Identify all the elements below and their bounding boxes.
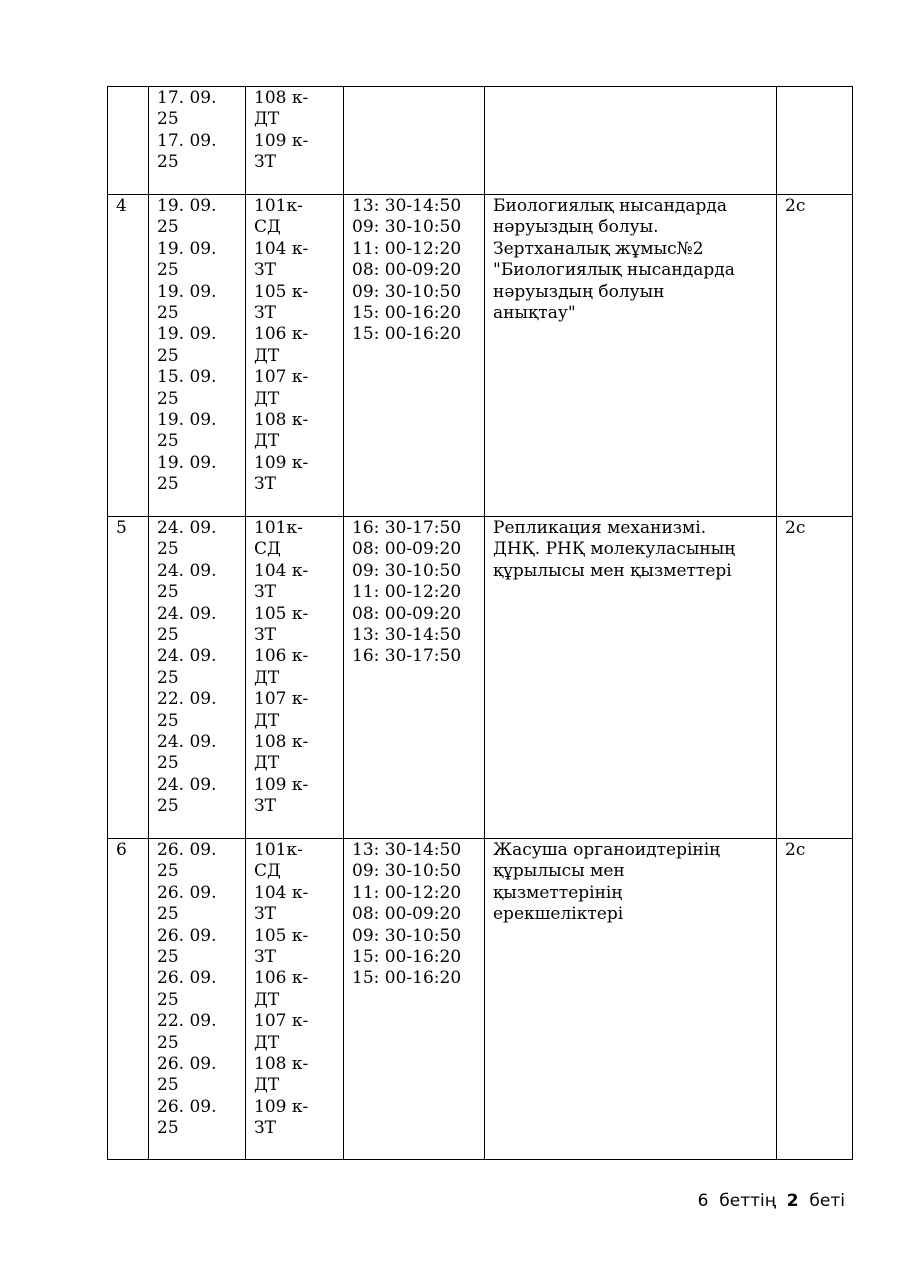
- time-cell: [344, 517, 485, 839]
- room-line: 109 к-: [254, 774, 309, 795]
- room-line: 105 к-: [254, 925, 309, 946]
- row-number-cell: [108, 517, 149, 839]
- hours-value: 2с: [785, 196, 806, 216]
- room-line: ДТ: [254, 345, 280, 366]
- schedule-table: [107, 86, 853, 1160]
- time-line: 16: 30-17:50: [352, 646, 462, 667]
- date-line: 24. 09.: [157, 560, 217, 581]
- room-line: ЗТ: [254, 260, 276, 281]
- date-line: 19. 09.: [157, 196, 217, 216]
- topic-cell: [485, 839, 777, 1160]
- time-line: 09: 30-10:50: [352, 281, 462, 302]
- time-line: 16: 30-17:50: [352, 518, 462, 538]
- date-line: 25: [157, 474, 179, 495]
- row-number: 6: [116, 840, 127, 860]
- date-line: 25: [157, 1118, 179, 1139]
- room-line: 101к-: [254, 840, 303, 860]
- date-line: 25: [157, 861, 179, 882]
- topic-line: ДНҚ. РНҚ молекуласының: [493, 539, 736, 560]
- date-line: 25: [157, 260, 179, 281]
- room-line: ДТ: [254, 1032, 280, 1053]
- date-line: 25: [157, 152, 179, 173]
- room-line: 109 к-: [254, 452, 309, 473]
- topic-line: Жасуша органоидтерінің: [493, 840, 721, 860]
- room-line: ЗТ: [254, 947, 276, 968]
- topic-line: Биологиялық нысандарда: [493, 196, 728, 216]
- date-line: 25: [157, 303, 179, 324]
- topic-line: нәруыздың болуын: [493, 281, 665, 302]
- date-line: 17. 09.: [157, 88, 217, 108]
- room-line: 104 к-: [254, 560, 309, 581]
- date-line: 24. 09.: [157, 646, 217, 667]
- room-line: ЗТ: [254, 474, 276, 495]
- date-line: 25: [157, 217, 179, 238]
- time-line: 08: 00-09:20: [352, 260, 462, 281]
- table-row: [108, 839, 853, 1160]
- room-line: ДТ: [254, 710, 280, 731]
- room-cell: [246, 195, 344, 517]
- date-line: 19. 09.: [157, 281, 217, 302]
- date-line: 17. 09.: [157, 130, 217, 151]
- room-line: ДТ: [254, 667, 280, 688]
- room-line: 101к-: [254, 196, 303, 216]
- topic-line: құрылысы мен қызметтері: [493, 560, 732, 581]
- row-number-cell: [108, 195, 149, 517]
- room-line: 105 к-: [254, 603, 309, 624]
- date-line: 25: [157, 345, 179, 366]
- room-line: ДТ: [254, 1075, 280, 1096]
- time-cell: [344, 839, 485, 1160]
- date-line: 25: [157, 1032, 179, 1053]
- date-line: 25: [157, 904, 179, 925]
- date-line: 25: [157, 1075, 179, 1096]
- topic-line: Репликация механизмі.: [493, 518, 707, 538]
- row-number: 4: [116, 196, 127, 216]
- topic-line: қызметтерінің: [493, 882, 623, 903]
- date-line: 19. 09.: [157, 410, 217, 431]
- date-line: 24. 09.: [157, 732, 217, 753]
- time-line: 11: 00-12:20: [352, 582, 462, 603]
- date-line: 26. 09.: [157, 882, 217, 903]
- date-line: 22. 09.: [157, 1011, 217, 1032]
- room-line: 106 к-: [254, 968, 309, 989]
- time-line: 13: 30-14:50: [352, 196, 462, 216]
- time-line: 08: 00-09:20: [352, 603, 462, 624]
- topic-cell: [485, 87, 777, 195]
- date-line: 25: [157, 753, 179, 774]
- room-line: ДТ: [254, 431, 280, 452]
- date-line: 25: [157, 582, 179, 603]
- date-line: 19. 09.: [157, 452, 217, 473]
- date-line: 25: [157, 667, 179, 688]
- page-footer: [698, 1191, 845, 1211]
- date-cell: [149, 839, 246, 1160]
- room-line: СД: [254, 217, 281, 238]
- room-line: ДТ: [254, 989, 280, 1010]
- room-line: ЗТ: [254, 303, 276, 324]
- topic-line: Зертханалық жұмыс№2: [493, 238, 704, 259]
- date-line: 25: [157, 539, 179, 560]
- time-line: 08: 00-09:20: [352, 904, 462, 925]
- time-line: 15: 00-16:20: [352, 324, 462, 345]
- time-line: 15: 00-16:20: [352, 303, 462, 324]
- room-line: 107 к-: [254, 689, 309, 710]
- time-line: 09: 30-10:50: [352, 925, 462, 946]
- room-line: 108 к-: [254, 88, 309, 108]
- date-line: 15. 09.: [157, 367, 217, 388]
- date-line: 25: [157, 388, 179, 409]
- time-line: 09: 30-10:50: [352, 861, 462, 882]
- room-cell: [246, 839, 344, 1160]
- date-line: 25: [157, 625, 179, 646]
- date-line: 25: [157, 109, 179, 130]
- room-line: ЗТ: [254, 796, 276, 817]
- date-line: 24. 09.: [157, 603, 217, 624]
- time-line: 11: 00-12:20: [352, 882, 462, 903]
- date-line: 26. 09.: [157, 925, 217, 946]
- date-line: 25: [157, 431, 179, 452]
- time-line: 13: 30-14:50: [352, 840, 462, 860]
- room-line: 108 к-: [254, 732, 309, 753]
- table-row: [108, 87, 853, 195]
- topic-line: "Биологиялық нысандарда: [493, 260, 735, 281]
- time-line: 13: 30-14:50: [352, 625, 462, 646]
- room-line: 109 к-: [254, 1096, 309, 1117]
- date-line: 26. 09.: [157, 1096, 217, 1117]
- hours-cell: [777, 839, 853, 1160]
- date-cell: [149, 517, 246, 839]
- room-line: ЗТ: [254, 625, 276, 646]
- room-cell: [246, 87, 344, 195]
- room-line: 107 к-: [254, 367, 309, 388]
- hours-cell: [777, 87, 853, 195]
- topic-cell: [485, 517, 777, 839]
- room-line: СД: [254, 539, 281, 560]
- footer-current-page: 2: [786, 1191, 799, 1211]
- room-line: ДТ: [254, 388, 280, 409]
- table-row: [108, 517, 853, 839]
- topic-line: ерекшеліктері: [493, 904, 624, 925]
- topic-line: анықтау": [493, 303, 576, 324]
- room-line: 108 к-: [254, 1054, 309, 1075]
- footer-total-pages: 6: [697, 1191, 709, 1211]
- room-line: ДТ: [254, 753, 280, 774]
- hours-value: 2с: [785, 840, 806, 860]
- hours-value: 2с: [785, 518, 806, 538]
- room-line: 109 к-: [254, 130, 309, 151]
- time-line: 15: 00-16:20: [352, 947, 462, 968]
- date-line: 25: [157, 989, 179, 1010]
- date-line: 26. 09.: [157, 968, 217, 989]
- time-line: 09: 30-10:50: [352, 217, 462, 238]
- room-line: ЗТ: [254, 1118, 276, 1139]
- date-cell: [149, 87, 246, 195]
- date-line: 26. 09.: [157, 1054, 217, 1075]
- table-row: [108, 195, 853, 517]
- room-line: 108 к-: [254, 410, 309, 431]
- topic-line: нәруыздың болуы.: [493, 217, 659, 238]
- row-number-cell: [108, 839, 149, 1160]
- date-line: 24. 09.: [157, 518, 217, 538]
- room-line: 106 к-: [254, 324, 309, 345]
- room-line: 104 к-: [254, 882, 309, 903]
- date-line: 25: [157, 710, 179, 731]
- time-cell: [344, 87, 485, 195]
- date-line: 19. 09.: [157, 324, 217, 345]
- room-line: ЗТ: [254, 582, 276, 603]
- room-line: 101к-: [254, 518, 303, 538]
- time-line: 15: 00-16:20: [352, 968, 462, 989]
- topic-line: құрылысы мен: [493, 861, 625, 882]
- room-line: ЗТ: [254, 152, 276, 173]
- topic-cell: [485, 195, 777, 517]
- schedule-table-body: [108, 87, 853, 1160]
- hours-cell: [777, 195, 853, 517]
- date-line: 26. 09.: [157, 840, 217, 860]
- room-cell: [246, 517, 344, 839]
- room-line: 106 к-: [254, 646, 309, 667]
- room-line: СД: [254, 861, 281, 882]
- date-line: 25: [157, 796, 179, 817]
- date-line: 24. 09.: [157, 774, 217, 795]
- time-cell: [344, 195, 485, 517]
- time-line: 11: 00-12:20: [352, 238, 462, 259]
- time-line: 08: 00-09:20: [352, 539, 462, 560]
- room-line: 107 к-: [254, 1011, 309, 1032]
- date-line: 19. 09.: [157, 238, 217, 259]
- date-line: 25: [157, 947, 179, 968]
- room-line: ЗТ: [254, 904, 276, 925]
- footer-page-word: беті: [809, 1191, 845, 1211]
- row-number: 5: [116, 518, 127, 538]
- room-line: ДТ: [254, 109, 280, 130]
- footer-of-word: беттің: [719, 1191, 776, 1211]
- row-number-cell: [108, 87, 149, 195]
- hours-cell: [777, 517, 853, 839]
- time-line: 09: 30-10:50: [352, 560, 462, 581]
- room-line: 105 к-: [254, 281, 309, 302]
- date-cell: [149, 195, 246, 517]
- date-line: 22. 09.: [157, 689, 217, 710]
- room-line: 104 к-: [254, 238, 309, 259]
